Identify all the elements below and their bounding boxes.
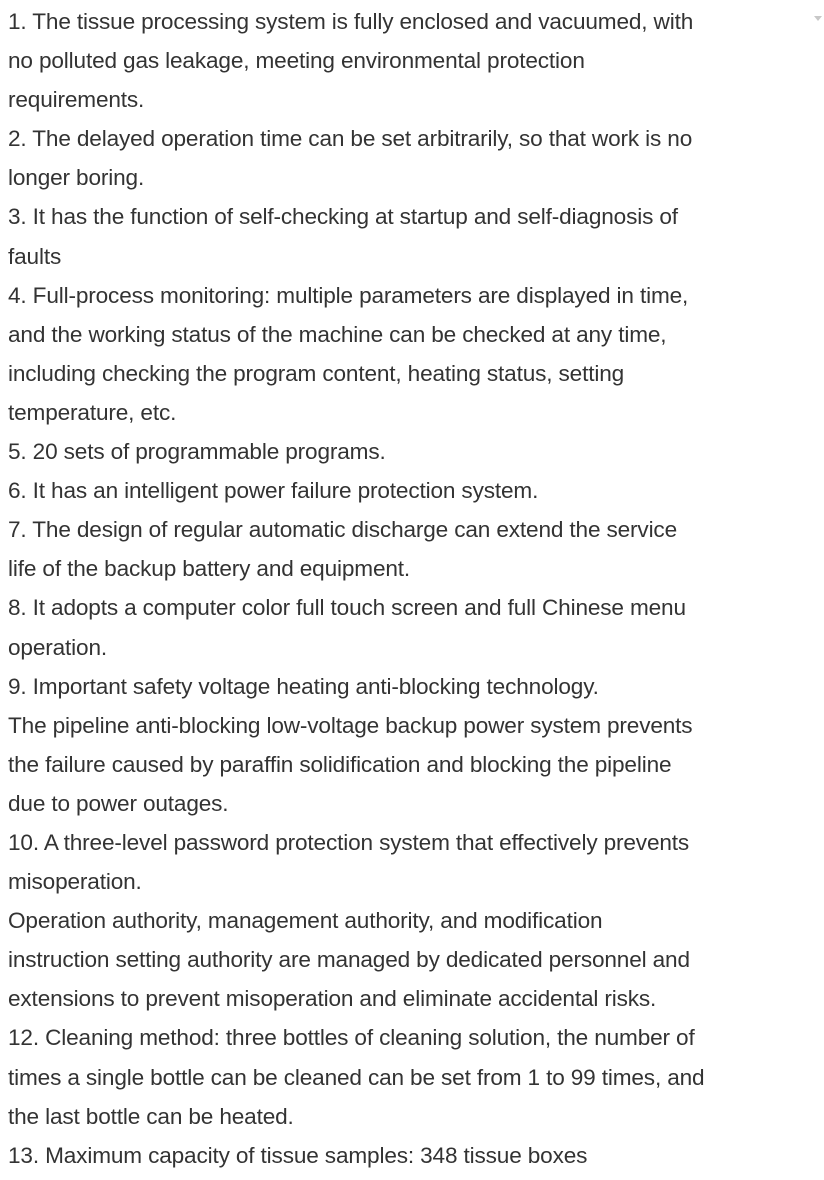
text-line-7: faults bbox=[8, 243, 62, 269]
text-line-24: Operation authority, management authority, and modification bbox=[8, 908, 603, 934]
text-line-1: 1. The tissue processing system is fully enclosed and vacuumed, with bbox=[8, 9, 694, 34]
text-line-22: 10. A three-level password protection system that effectively prevents bbox=[8, 829, 690, 855]
text-line-20: the failure caused by paraffin solidification and blocking the pipeline bbox=[8, 751, 672, 777]
feature-list-text bbox=[8, 2, 808, 1175]
text-line-8: 4. Full-process monitoring: multiple parameters are displayed in time, bbox=[8, 282, 689, 308]
text-line-25: instruction setting authority are managed by dedicated personnel and bbox=[8, 947, 690, 973]
text-line-3: requirements. bbox=[8, 87, 145, 113]
text-line-18: 9. Important safety voltage heating anti-blocking technology. bbox=[8, 673, 599, 699]
text-line-13: 6. It has an intelligent power failure protection system. bbox=[8, 478, 539, 504]
text-line-19: The pipeline anti-blocking low-voltage backup power system prevents bbox=[8, 712, 693, 738]
text-line-2: no polluted gas leakage, meeting environmental protection bbox=[8, 48, 585, 74]
text-line-14: 7. The design of regular automatic discharge can extend the service bbox=[8, 517, 677, 543]
text-line-17: operation. bbox=[8, 634, 107, 660]
text-line-26: extensions to prevent misoperation and eliminate accidental risks. bbox=[8, 986, 657, 1012]
text-line-12: 5. 20 sets of programmable programs. bbox=[8, 439, 386, 465]
text-line-5: longer boring. bbox=[8, 165, 145, 191]
text-line-16: 8. It adopts a computer color full touch screen and full Chinese menu bbox=[8, 595, 686, 621]
text-line-11: temperature, etc. bbox=[8, 399, 177, 425]
text-line-6: 3. It has the function of self-checking at startup and self-diagnosis of bbox=[8, 204, 678, 230]
scroll-arrow-icon[interactable] bbox=[814, 16, 822, 21]
text-line-23: misoperation. bbox=[8, 869, 142, 895]
text-line-9: and the working status of the machine can be checked at any time, bbox=[8, 321, 667, 347]
text-line-15: life of the backup battery and equipment. bbox=[8, 556, 411, 582]
text-line-10: including checking the program content, heating status, setting bbox=[8, 360, 625, 386]
text-line-27: 12. Cleaning method: three bottles of cleaning solution, the number of bbox=[8, 1025, 695, 1051]
text-line-21: due to power outages. bbox=[8, 790, 229, 816]
text-line-29: the last bottle can be heated. bbox=[8, 1103, 294, 1129]
text-line-30: 13. Maximum capacity of tissue samples: 348 tissue boxes bbox=[8, 1142, 588, 1168]
text-line-4: 2. The delayed operation time can be set arbitrarily, so that work is no bbox=[8, 126, 693, 152]
text-line-28: times a single bottle can be cleaned can be set from 1 to 99 times, and bbox=[8, 1064, 705, 1090]
